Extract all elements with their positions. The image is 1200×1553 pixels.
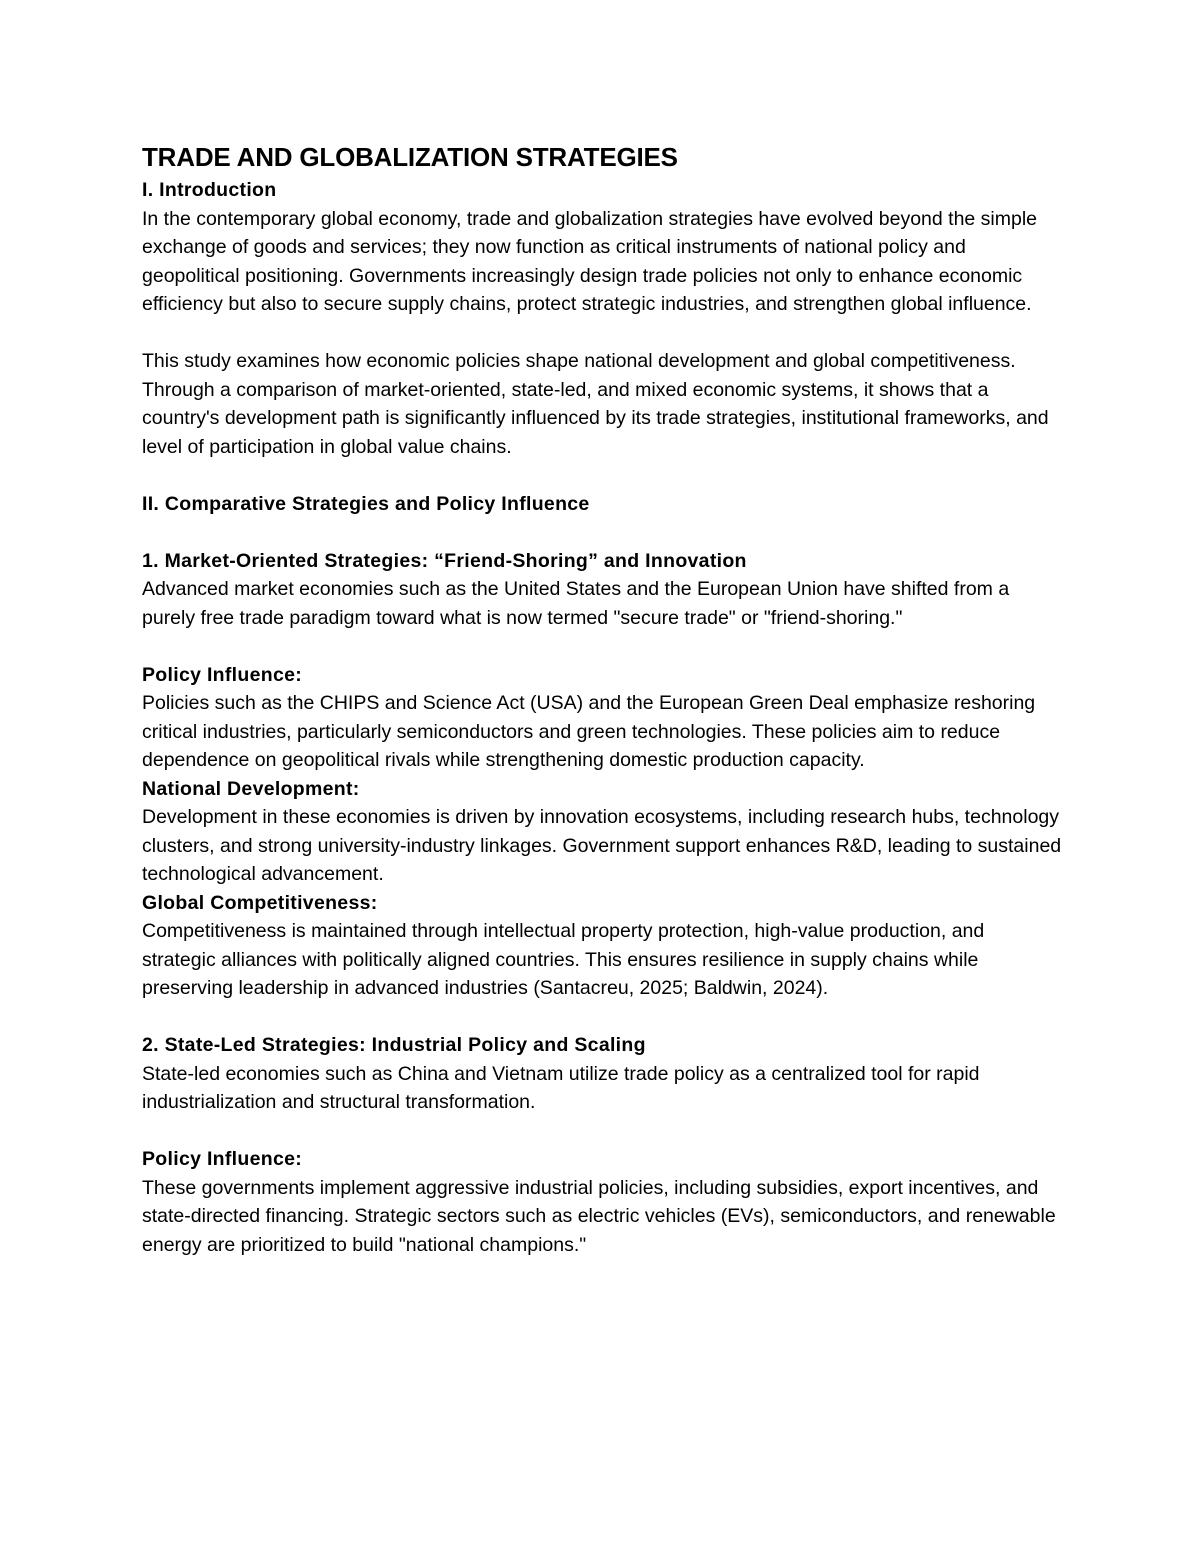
document-title: TRADE AND GLOBALIZATION STRATEGIES bbox=[142, 142, 678, 172]
spacer bbox=[142, 1003, 1062, 1032]
intro-paragraph-2: This study examines how economic policies shape national development and global competitiveness. Through a comparison of market-oriented, state-led, and mixed economic systems, it shows that a country's development path is significantly influenced by its trade strategies, institutional frameworks, and level of participation in global value chains. bbox=[142, 350, 1049, 458]
spacer bbox=[142, 632, 1062, 661]
market-intro: Advanced market economies such as the United States and the European Union have shifted from a purely free trade paradigm toward what is now termed "secure trade" or "friend-shoring." bbox=[142, 578, 1010, 629]
intro-paragraph-1: In the contemporary global economy, trade and globalization strategies have evolved beyond the simple exchange of goods and services; they now function as critical instruments of national policy and geopolitical positioning. Governments increasingly design trade policies not only to enhance economic efficiency but also to secure supply chains, protect strategic industries, and strengthen global influence. bbox=[142, 207, 1038, 315]
market-policy-text: Policies such as the CHIPS and Science Act (USA) and the European Green Deal emphasize reshoring critical industries, particularly semiconductors and green technologies. These policies aim to reduce dependence on geopolitical rivals while strengthening domestic production capacity. bbox=[142, 692, 1036, 771]
spacer bbox=[142, 461, 1062, 490]
document-page bbox=[142, 140, 1062, 1259]
spacer bbox=[142, 1117, 1062, 1146]
market-heading: 1. Market-Oriented Strategies: “Friend-Shoring” and Innovation bbox=[142, 549, 747, 572]
market-competitiveness-label: Global Competitiveness: bbox=[142, 891, 378, 914]
state-policy-label: Policy Influence: bbox=[142, 1148, 303, 1170]
market-development-text: Development in these economies is driven by innovation ecosystems, including research hubs, technology clusters, and strong university-industry linkages. Government support enhances R&D, leading to sustained technological advancement. bbox=[142, 806, 1062, 885]
state-heading: 2. State-Led Strategies: Industrial Policy and Scaling bbox=[142, 1034, 646, 1056]
market-development-label: National Development: bbox=[142, 777, 360, 800]
state-intro: State-led economies such as China and Vietnam utilize trade policy as a centralized tool for rapid industrialization and structural transformation. bbox=[142, 1062, 980, 1113]
market-policy-label: Policy Influence: bbox=[142, 663, 303, 686]
spacer bbox=[142, 319, 1062, 348]
market-competitiveness-text: Competitiveness is maintained through intellectual property protection, high-value production, and strategic alliances with politically aligned countries. This ensures resilience in supply chains while preserving leadership in advanced industries (Santacreu, 2025; Baldwin, 2024). bbox=[142, 920, 985, 999]
state-policy-text: These governments implement aggressive industrial policies, including subsidies, export incentives, and state-directed financing. Strategic sectors such as electric vehicles (EVs), semiconductors, and renewable energy are prioritized to build "national champions." bbox=[142, 1176, 1056, 1256]
intro-heading: I. Introduction bbox=[142, 179, 277, 201]
section2-heading: II. Comparative Strategies and Policy Influence bbox=[142, 492, 590, 515]
spacer bbox=[142, 518, 1062, 547]
